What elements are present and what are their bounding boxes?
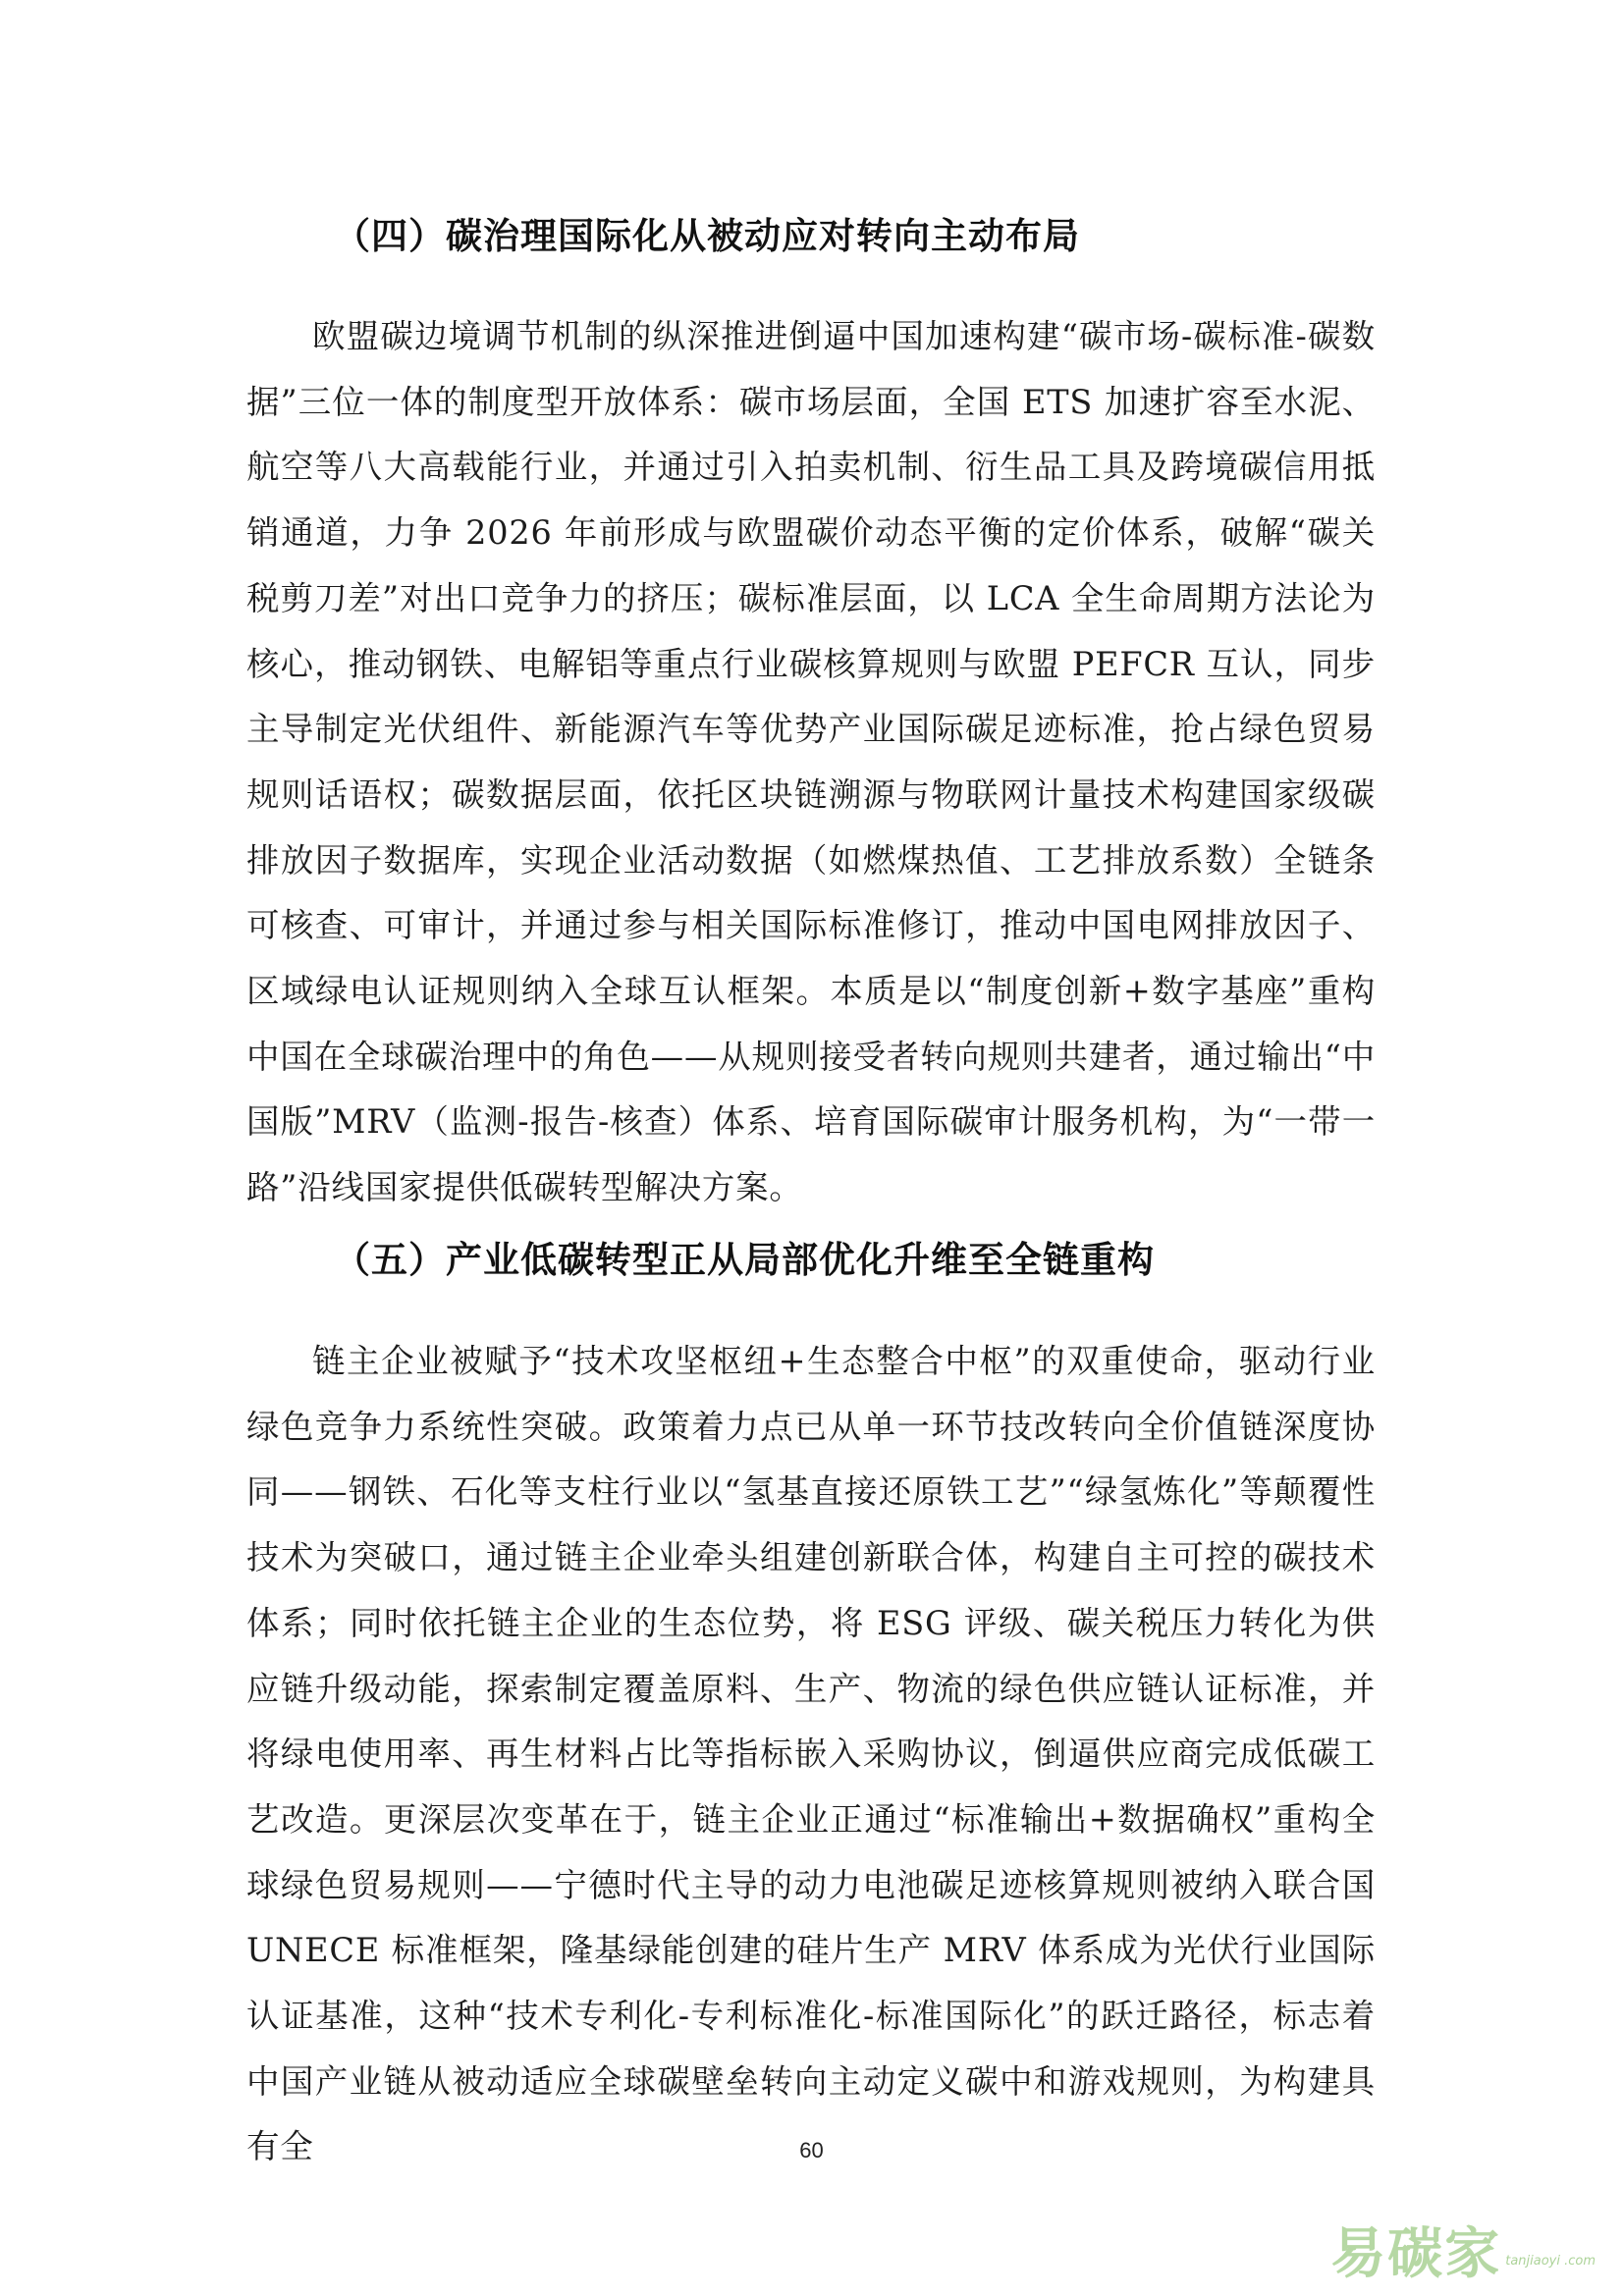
page-number: 60 [799,2138,824,2163]
watermark-domain: tanjiaoyi .com [1505,2253,1596,2269]
site-watermark [1330,2222,1596,2286]
section-heading-5: （五）产业低碳转型正从局部优化升维至全链重构 [334,1239,1155,1281]
section-paragraph-4: 欧盟碳边境调节机制的纵深推进倒逼中国加速构建“碳市场-碳标准-碳数据”三位一体的制度型开放体系：碳市场层面，全国 ETS 加速扩容至水泥、航空等八大高载能行业，并通过引入拍卖机制、衍生品工具及跨境碳信用抵销通道，力争 2026 年前形成与欧盟碳价动态平衡的定价体系，破解“碳关税剪刀差”对出口竞争力的挤压；碳标准层面，以 LCA 全生命周期方法论为核心，推动钢铁、电解铝等重点行业碳核算规则与欧盟 PEFCR 互认，同步主导制定光伏组件、新能源汽车等优势产业国际碳足迹标准，抢占绿色贸易规则话语权；碳数据层面，依托区块链溯源与物联网计量技术构建国家级碳排放因子数据库，实现企业活动数据（如燃煤热值、工艺排放系数）全链条可核查、可审计，并通过参与相关国际标准修订，推动中国电网排放因子、区域绿电认证规则纳入全球互认框架。本质是以“制度创新+数字基座”重构中国在全球碳治理中的角色——从规则接受者转向规则共建者，通过输出“中国版”MRV（监测-报告-核查）体系、培育国际碳审计服务机构，为“一带一路”沿线国家提供低碳转型解决方案。 [246,317,1376,1207]
section-paragraph-5: 链主企业被赋予“技术攻坚枢纽+生态整合中枢”的双重使命，驱动行业绿色竞争力系统性突破。政策着力点已从单一环节技改转向全价值链深度协同——钢铁、石化等支柱行业以“氢基直接还原铁工艺”“绿氢炼化”等颠覆性技术为突破口，通过链主企业牵头组建创新联合体，构建自主可控的碳技术体系；同时依托链主企业的生态位势，将 ESG 评级、碳关税压力转化为供应链升级动能，探索制定覆盖原料、生产、物流的绿色供应链认证标准，并将绿电使用率、再生材料占比等指标嵌入采购协议，倒逼供应商完成低碳工艺改造。更深层次变革在于，链主企业正通过“标准输出+数据确权”重构全球绿色贸易规则——宁德时代主导的动力电池碳足迹核算规则被纳入联合国 UNECE 标准框架，隆基绿能创建的硅片生产 MRV 体系成为光伏行业国际认证基准，这种“技术专利化-专利标准化-标准国际化”的跃迁路径，标志着中国产业链从被动适应全球碳壁垒转向主动定义碳中和游戏规则，为构建具有全 [246,1342,1376,2166]
section-heading-4: （四）碳治理国际化从被动应对转向主动布局 [334,215,1080,257]
watermark-logo-text: 易碳家 [1330,2222,1502,2286]
